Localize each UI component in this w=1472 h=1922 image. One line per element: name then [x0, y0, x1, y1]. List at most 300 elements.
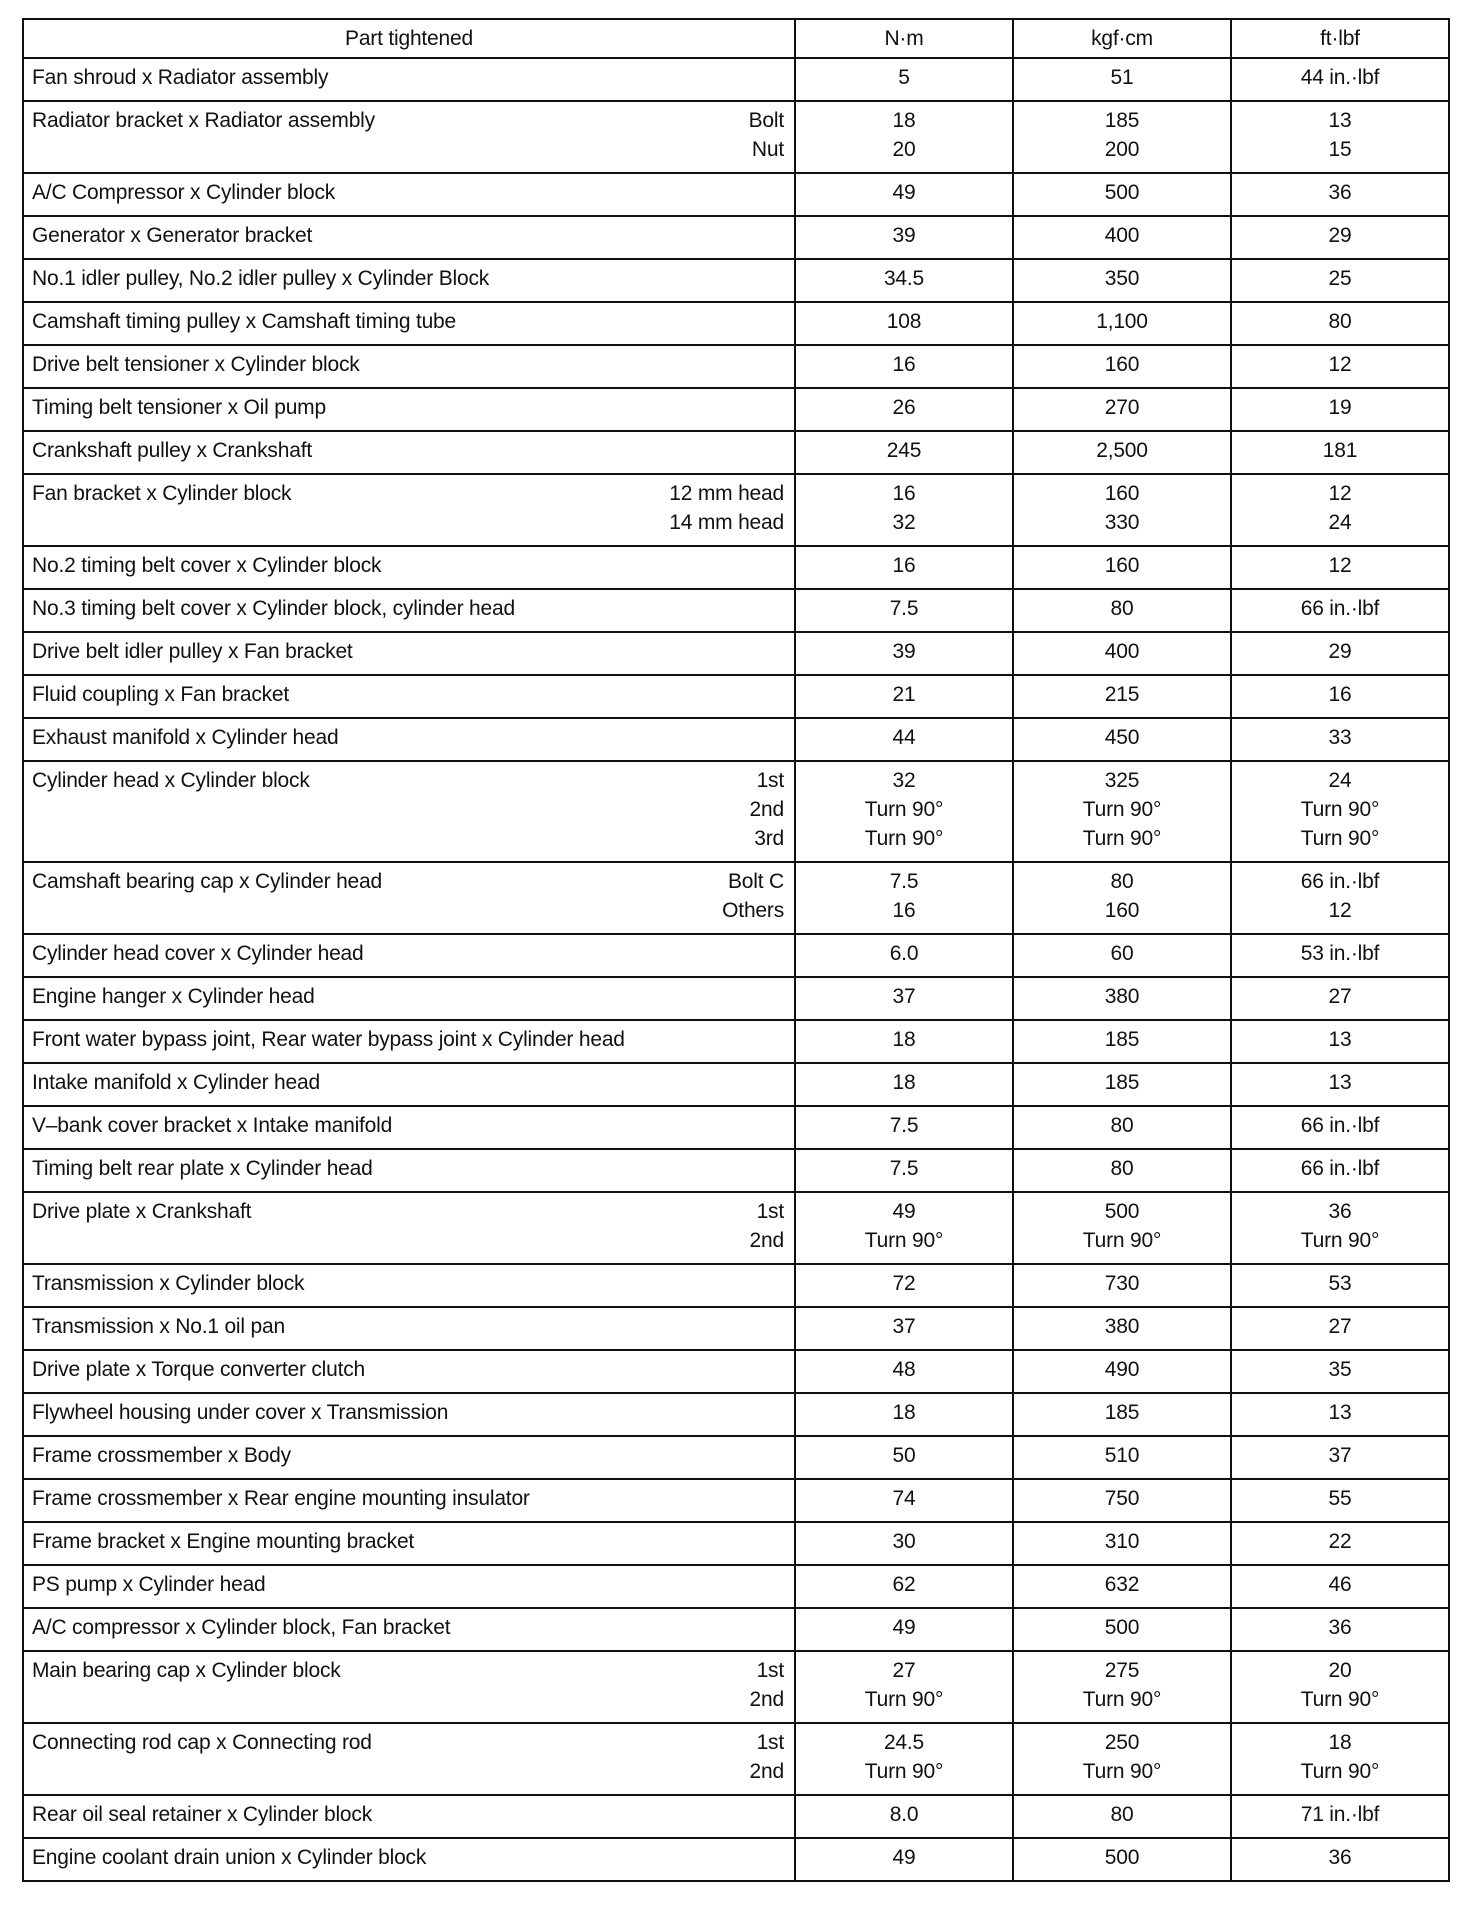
value-line: 39	[892, 224, 916, 247]
part-cell	[23, 934, 795, 977]
nm-cell	[795, 216, 1013, 259]
part-line	[32, 63, 786, 92]
value-line: Turn 90°	[864, 1760, 944, 1783]
value-line: 29	[1328, 224, 1352, 247]
part-qualifier: 2nd	[749, 1229, 784, 1252]
part-name: Transmission x Cylinder block	[32, 1272, 305, 1295]
value-line: 325	[1104, 769, 1140, 792]
value-line: 16	[892, 554, 916, 577]
table-body	[23, 58, 1449, 1881]
nm-cell	[795, 632, 1013, 675]
table-row	[23, 474, 1449, 546]
part-qualifier	[784, 1843, 786, 1872]
value-line: 80	[1110, 1114, 1134, 1137]
part-cell	[23, 388, 795, 431]
value-line: 29	[1328, 640, 1352, 663]
ft-lbf-cell	[1231, 1795, 1449, 1838]
table-row	[23, 1522, 1449, 1565]
part-name: Generator x Generator bracket	[32, 224, 313, 247]
value-line: 24	[1328, 769, 1352, 792]
nm-cell	[795, 1436, 1013, 1479]
kgf-cm-cell	[1013, 1795, 1231, 1838]
kgf-cm-cell	[1013, 1651, 1231, 1723]
value-line: 490	[1104, 1358, 1140, 1381]
ft-lbf-cell	[1231, 1149, 1449, 1192]
nm-cell	[795, 1106, 1013, 1149]
part-qualifier: 1st	[756, 1200, 784, 1223]
value-line: 450	[1104, 726, 1140, 749]
value-line: 35	[1328, 1358, 1352, 1381]
nm-cell	[795, 259, 1013, 302]
part-name: Frame crossmember x Rear engine mounting insulator	[32, 1487, 530, 1510]
table-row	[23, 589, 1449, 632]
kgf-cm-cell	[1013, 388, 1231, 431]
value-line: 30	[892, 1530, 916, 1553]
value-line: 21	[892, 683, 916, 706]
ft-lbf-cell	[1231, 1436, 1449, 1479]
value-line: 80	[1110, 870, 1134, 893]
ft-lbf-cell	[1231, 1651, 1449, 1723]
kgf-cm-cell	[1013, 1350, 1231, 1393]
kgf-cm-cell	[1013, 761, 1231, 862]
torque-spec-sheet	[22, 18, 1448, 1882]
table-row	[23, 1436, 1449, 1479]
ft-lbf-cell	[1231, 1723, 1449, 1795]
table-row	[23, 1020, 1449, 1063]
part-qualifier	[784, 637, 786, 666]
part-line	[32, 896, 786, 925]
part-cell	[23, 1192, 795, 1264]
value-line: 16	[892, 482, 916, 505]
value-line: Turn 90°	[864, 1229, 944, 1252]
value-line: 7.5	[889, 1157, 919, 1180]
ft-lbf-cell	[1231, 474, 1449, 546]
kgf-cm-cell	[1013, 1063, 1231, 1106]
table-row	[23, 675, 1449, 718]
part-cell	[23, 977, 795, 1020]
value-line: 181	[1322, 439, 1358, 462]
nm-cell	[795, 675, 1013, 718]
table-row	[23, 1565, 1449, 1608]
part-cell	[23, 345, 795, 388]
kgf-cm-cell	[1013, 546, 1231, 589]
part-qualifier	[784, 1111, 786, 1140]
value-line: 500	[1104, 1846, 1140, 1869]
kgf-cm-cell	[1013, 1838, 1231, 1881]
part-qualifier: 12 mm head	[669, 482, 784, 505]
part-cell	[23, 761, 795, 862]
kgf-cm-cell	[1013, 1149, 1231, 1192]
kgf-cm-cell	[1013, 216, 1231, 259]
part-cell	[23, 259, 795, 302]
part-cell	[23, 1307, 795, 1350]
part-line	[32, 795, 786, 824]
part-line	[32, 479, 786, 508]
part-name: Drive belt tensioner x Cylinder block	[32, 353, 360, 376]
table-row	[23, 1608, 1449, 1651]
value-line: 18	[892, 1028, 916, 1051]
ft-lbf-cell	[1231, 302, 1449, 345]
table-row	[23, 1192, 1449, 1264]
kgf-cm-cell	[1013, 632, 1231, 675]
part-qualifier	[784, 594, 786, 623]
part-qualifier	[784, 178, 786, 207]
part-line	[32, 264, 786, 293]
table-row	[23, 302, 1449, 345]
part-qualifier	[784, 1312, 786, 1341]
ft-lbf-cell	[1231, 1264, 1449, 1307]
table-row	[23, 388, 1449, 431]
part-name: Cylinder head x Cylinder block	[32, 769, 310, 792]
part-name: Flywheel housing under cover x Transmission	[32, 1401, 449, 1424]
part-qualifier: 2nd	[749, 1688, 784, 1711]
part-line	[32, 680, 786, 709]
kgf-cm-cell	[1013, 977, 1231, 1020]
part-line	[32, 637, 786, 666]
part-cell	[23, 302, 795, 345]
part-line	[32, 1757, 786, 1786]
part-name: No.2 timing belt cover x Cylinder block	[32, 554, 382, 577]
value-line: Turn 90°	[1082, 1760, 1162, 1783]
nm-cell	[795, 1063, 1013, 1106]
value-line: 37	[1328, 1444, 1352, 1467]
nm-cell	[795, 474, 1013, 546]
table-row	[23, 1795, 1449, 1838]
table-row	[23, 1063, 1449, 1106]
part-cell	[23, 718, 795, 761]
kgf-cm-cell	[1013, 302, 1231, 345]
part-cell	[23, 1063, 795, 1106]
nm-cell	[795, 546, 1013, 589]
value-line: 160	[1104, 554, 1140, 577]
value-line: 16	[892, 899, 916, 922]
value-line: 44 in.·lbf	[1300, 66, 1380, 89]
nm-cell	[795, 302, 1013, 345]
value-line: 37	[892, 985, 916, 1008]
part-line	[32, 982, 786, 1011]
ft-lbf-cell	[1231, 1393, 1449, 1436]
value-line: 55	[1328, 1487, 1352, 1510]
table-row	[23, 862, 1449, 934]
part-cell	[23, 1522, 795, 1565]
part-line	[32, 1197, 786, 1226]
part-line	[32, 1312, 786, 1341]
table-row	[23, 546, 1449, 589]
part-line	[32, 508, 786, 537]
part-cell	[23, 1436, 795, 1479]
part-qualifier	[784, 1527, 786, 1556]
kgf-cm-cell	[1013, 1020, 1231, 1063]
value-line: 160	[1104, 353, 1140, 376]
part-cell	[23, 1795, 795, 1838]
value-line: 380	[1104, 985, 1140, 1008]
part-line	[32, 867, 786, 896]
nm-cell	[795, 862, 1013, 934]
value-line: 400	[1104, 640, 1140, 663]
part-name: Front water bypass joint, Rear water bypass joint x Cylinder head	[32, 1028, 625, 1051]
nm-cell	[795, 431, 1013, 474]
nm-cell	[795, 345, 1013, 388]
part-name: Crankshaft pulley x Crankshaft	[32, 439, 312, 462]
value-line: 66 in.·lbf	[1300, 597, 1380, 620]
table-row	[23, 1651, 1449, 1723]
value-line: 632	[1104, 1573, 1140, 1596]
table-row	[23, 173, 1449, 216]
ft-lbf-cell	[1231, 1192, 1449, 1264]
value-line: 36	[1328, 1616, 1352, 1639]
value-line: 245	[886, 439, 922, 462]
value-line: 49	[892, 1200, 916, 1223]
part-name: Cylinder head cover x Cylinder head	[32, 942, 364, 965]
nm-cell	[795, 934, 1013, 977]
part-name: Drive plate x Torque converter clutch	[32, 1358, 366, 1381]
part-line	[32, 1570, 786, 1599]
value-line: 22	[1328, 1530, 1352, 1553]
value-line: Turn 90°	[1082, 827, 1162, 850]
value-line: 160	[1104, 899, 1140, 922]
table-row	[23, 345, 1449, 388]
part-qualifier	[784, 307, 786, 336]
part-cell	[23, 1608, 795, 1651]
value-line: 53 in.·lbf	[1300, 942, 1380, 965]
value-line: Turn 90°	[1300, 1688, 1380, 1711]
value-line: 16	[1328, 683, 1352, 706]
part-name: Fan shroud x Radiator assembly	[32, 66, 329, 89]
ft-lbf-cell	[1231, 589, 1449, 632]
value-line: 80	[1328, 310, 1352, 333]
part-cell	[23, 58, 795, 101]
value-line: 200	[1104, 138, 1140, 161]
nm-cell	[795, 1393, 1013, 1436]
header-nm: N·m	[795, 19, 1013, 58]
ft-lbf-cell	[1231, 259, 1449, 302]
part-qualifier: Others	[722, 899, 784, 922]
part-qualifier: 1st	[756, 1731, 784, 1754]
part-qualifier	[784, 1484, 786, 1513]
value-line: 19	[1328, 396, 1352, 419]
part-cell	[23, 675, 795, 718]
part-qualifier	[784, 1025, 786, 1054]
part-qualifier	[784, 551, 786, 580]
part-line	[32, 551, 786, 580]
part-name: PS pump x Cylinder head	[32, 1573, 266, 1596]
table-row	[23, 1149, 1449, 1192]
part-line	[32, 766, 786, 795]
part-line	[32, 1800, 786, 1829]
value-line: 13	[1328, 1028, 1352, 1051]
part-cell	[23, 216, 795, 259]
part-name: Engine hanger x Cylinder head	[32, 985, 315, 1008]
ft-lbf-cell	[1231, 675, 1449, 718]
part-name: Timing belt rear plate x Cylinder head	[32, 1157, 373, 1180]
nm-cell	[795, 1838, 1013, 1881]
part-line	[32, 1843, 786, 1872]
part-line	[32, 1656, 786, 1685]
part-name: V–bank cover bracket x Intake manifold	[32, 1114, 393, 1137]
value-line: 66 in.·lbf	[1300, 870, 1380, 893]
part-line	[32, 1154, 786, 1183]
part-line	[32, 221, 786, 250]
value-line: 7.5	[889, 870, 919, 893]
kgf-cm-cell	[1013, 1192, 1231, 1264]
value-line: Turn 90°	[864, 827, 944, 850]
table-row	[23, 632, 1449, 675]
kgf-cm-cell	[1013, 1264, 1231, 1307]
value-line: 13	[1328, 1401, 1352, 1424]
kgf-cm-cell	[1013, 345, 1231, 388]
part-qualifier	[784, 393, 786, 422]
part-qualifier	[784, 1154, 786, 1183]
part-qualifier	[784, 350, 786, 379]
table-row	[23, 1106, 1449, 1149]
header-ft-lbf: ft·lbf	[1231, 19, 1449, 58]
part-name: Drive belt idler pulley x Fan bracket	[32, 640, 353, 663]
value-line: 80	[1110, 1803, 1134, 1826]
value-line: 12	[1328, 554, 1352, 577]
part-qualifier: Bolt	[748, 109, 784, 132]
nm-cell	[795, 1608, 1013, 1651]
value-line: 72	[892, 1272, 916, 1295]
value-line: 20	[1328, 1659, 1352, 1682]
part-cell	[23, 632, 795, 675]
ft-lbf-cell	[1231, 58, 1449, 101]
part-name: No.3 timing belt cover x Cylinder block, cylinder head	[32, 597, 515, 620]
part-line	[32, 1025, 786, 1054]
ft-lbf-cell	[1231, 862, 1449, 934]
part-line	[32, 1269, 786, 1298]
part-cell	[23, 1723, 795, 1795]
part-name: Fan bracket x Cylinder block	[32, 482, 292, 505]
value-line: 53	[1328, 1272, 1352, 1295]
value-line: 33	[1328, 726, 1352, 749]
table-row	[23, 1393, 1449, 1436]
value-line: 270	[1104, 396, 1140, 419]
part-line	[32, 393, 786, 422]
value-line: 6.0	[889, 942, 919, 965]
part-qualifier	[784, 982, 786, 1011]
nm-cell	[795, 1149, 1013, 1192]
value-line: 350	[1104, 267, 1140, 290]
value-line: 500	[1104, 1616, 1140, 1639]
nm-cell	[795, 718, 1013, 761]
value-line: 71 in.·lbf	[1300, 1803, 1380, 1826]
value-line: 510	[1104, 1444, 1140, 1467]
part-line	[32, 1398, 786, 1427]
nm-cell	[795, 761, 1013, 862]
ft-lbf-cell	[1231, 1063, 1449, 1106]
table-row	[23, 431, 1449, 474]
part-qualifier	[784, 1800, 786, 1829]
nm-cell	[795, 388, 1013, 431]
kgf-cm-cell	[1013, 101, 1231, 173]
value-line: 380	[1104, 1315, 1140, 1338]
kgf-cm-cell	[1013, 1307, 1231, 1350]
part-name: Transmission x No.1 oil pan	[32, 1315, 285, 1338]
value-line: 20	[892, 138, 916, 161]
part-name: Frame bracket x Engine mounting bracket	[32, 1530, 415, 1553]
part-qualifier	[784, 723, 786, 752]
kgf-cm-cell	[1013, 431, 1231, 474]
part-qualifier	[784, 1269, 786, 1298]
part-qualifier	[784, 1570, 786, 1599]
table-row	[23, 1838, 1449, 1881]
value-line: 185	[1104, 109, 1140, 132]
kgf-cm-cell	[1013, 1106, 1231, 1149]
nm-cell	[795, 977, 1013, 1020]
value-line: Turn 90°	[1300, 1229, 1380, 1252]
part-qualifier: Bolt C	[728, 870, 784, 893]
ft-lbf-cell	[1231, 1307, 1449, 1350]
part-qualifier: 14 mm head	[669, 511, 784, 534]
part-line	[32, 723, 786, 752]
part-line	[32, 1226, 786, 1255]
part-line	[32, 350, 786, 379]
value-line: 74	[892, 1487, 916, 1510]
value-line: 400	[1104, 224, 1140, 247]
value-line: 185	[1104, 1401, 1140, 1424]
part-line	[32, 1728, 786, 1757]
nm-cell	[795, 1350, 1013, 1393]
ft-lbf-cell	[1231, 1608, 1449, 1651]
ft-lbf-cell	[1231, 1565, 1449, 1608]
ft-lbf-cell	[1231, 934, 1449, 977]
part-qualifier	[784, 221, 786, 250]
part-cell	[23, 1651, 795, 1723]
table-row	[23, 1479, 1449, 1522]
part-cell	[23, 1264, 795, 1307]
value-line: Turn 90°	[864, 798, 944, 821]
part-line	[32, 1613, 786, 1642]
value-line: 24	[1328, 511, 1352, 534]
kgf-cm-cell	[1013, 1393, 1231, 1436]
value-line: 500	[1104, 1200, 1140, 1223]
value-line: Turn 90°	[1082, 798, 1162, 821]
value-line: 8.0	[889, 1803, 919, 1826]
value-line: 49	[892, 181, 916, 204]
kgf-cm-cell	[1013, 675, 1231, 718]
value-line: Turn 90°	[1082, 1688, 1162, 1711]
part-qualifier	[784, 436, 786, 465]
kgf-cm-cell	[1013, 589, 1231, 632]
value-line: 49	[892, 1846, 916, 1869]
value-line: 500	[1104, 181, 1140, 204]
value-line: 25	[1328, 267, 1352, 290]
part-qualifier	[784, 680, 786, 709]
value-line: 37	[892, 1315, 916, 1338]
value-line: 18	[892, 109, 916, 132]
part-line	[32, 135, 786, 164]
nm-cell	[795, 173, 1013, 216]
ft-lbf-cell	[1231, 1106, 1449, 1149]
part-line	[32, 307, 786, 336]
value-line: 66 in.·lbf	[1300, 1114, 1380, 1137]
part-name: A/C Compressor x Cylinder block	[32, 181, 336, 204]
ft-lbf-cell	[1231, 718, 1449, 761]
part-qualifier	[784, 1441, 786, 1470]
value-line: 80	[1110, 1157, 1134, 1180]
nm-cell	[795, 1795, 1013, 1838]
nm-cell	[795, 1192, 1013, 1264]
part-qualifier	[784, 63, 786, 92]
table-row	[23, 718, 1449, 761]
part-cell	[23, 474, 795, 546]
table-row	[23, 977, 1449, 1020]
part-name: Intake manifold x Cylinder head	[32, 1071, 320, 1094]
value-line: 49	[892, 1616, 916, 1639]
value-line: 39	[892, 640, 916, 663]
part-line	[32, 106, 786, 135]
value-line: 160	[1104, 482, 1140, 505]
